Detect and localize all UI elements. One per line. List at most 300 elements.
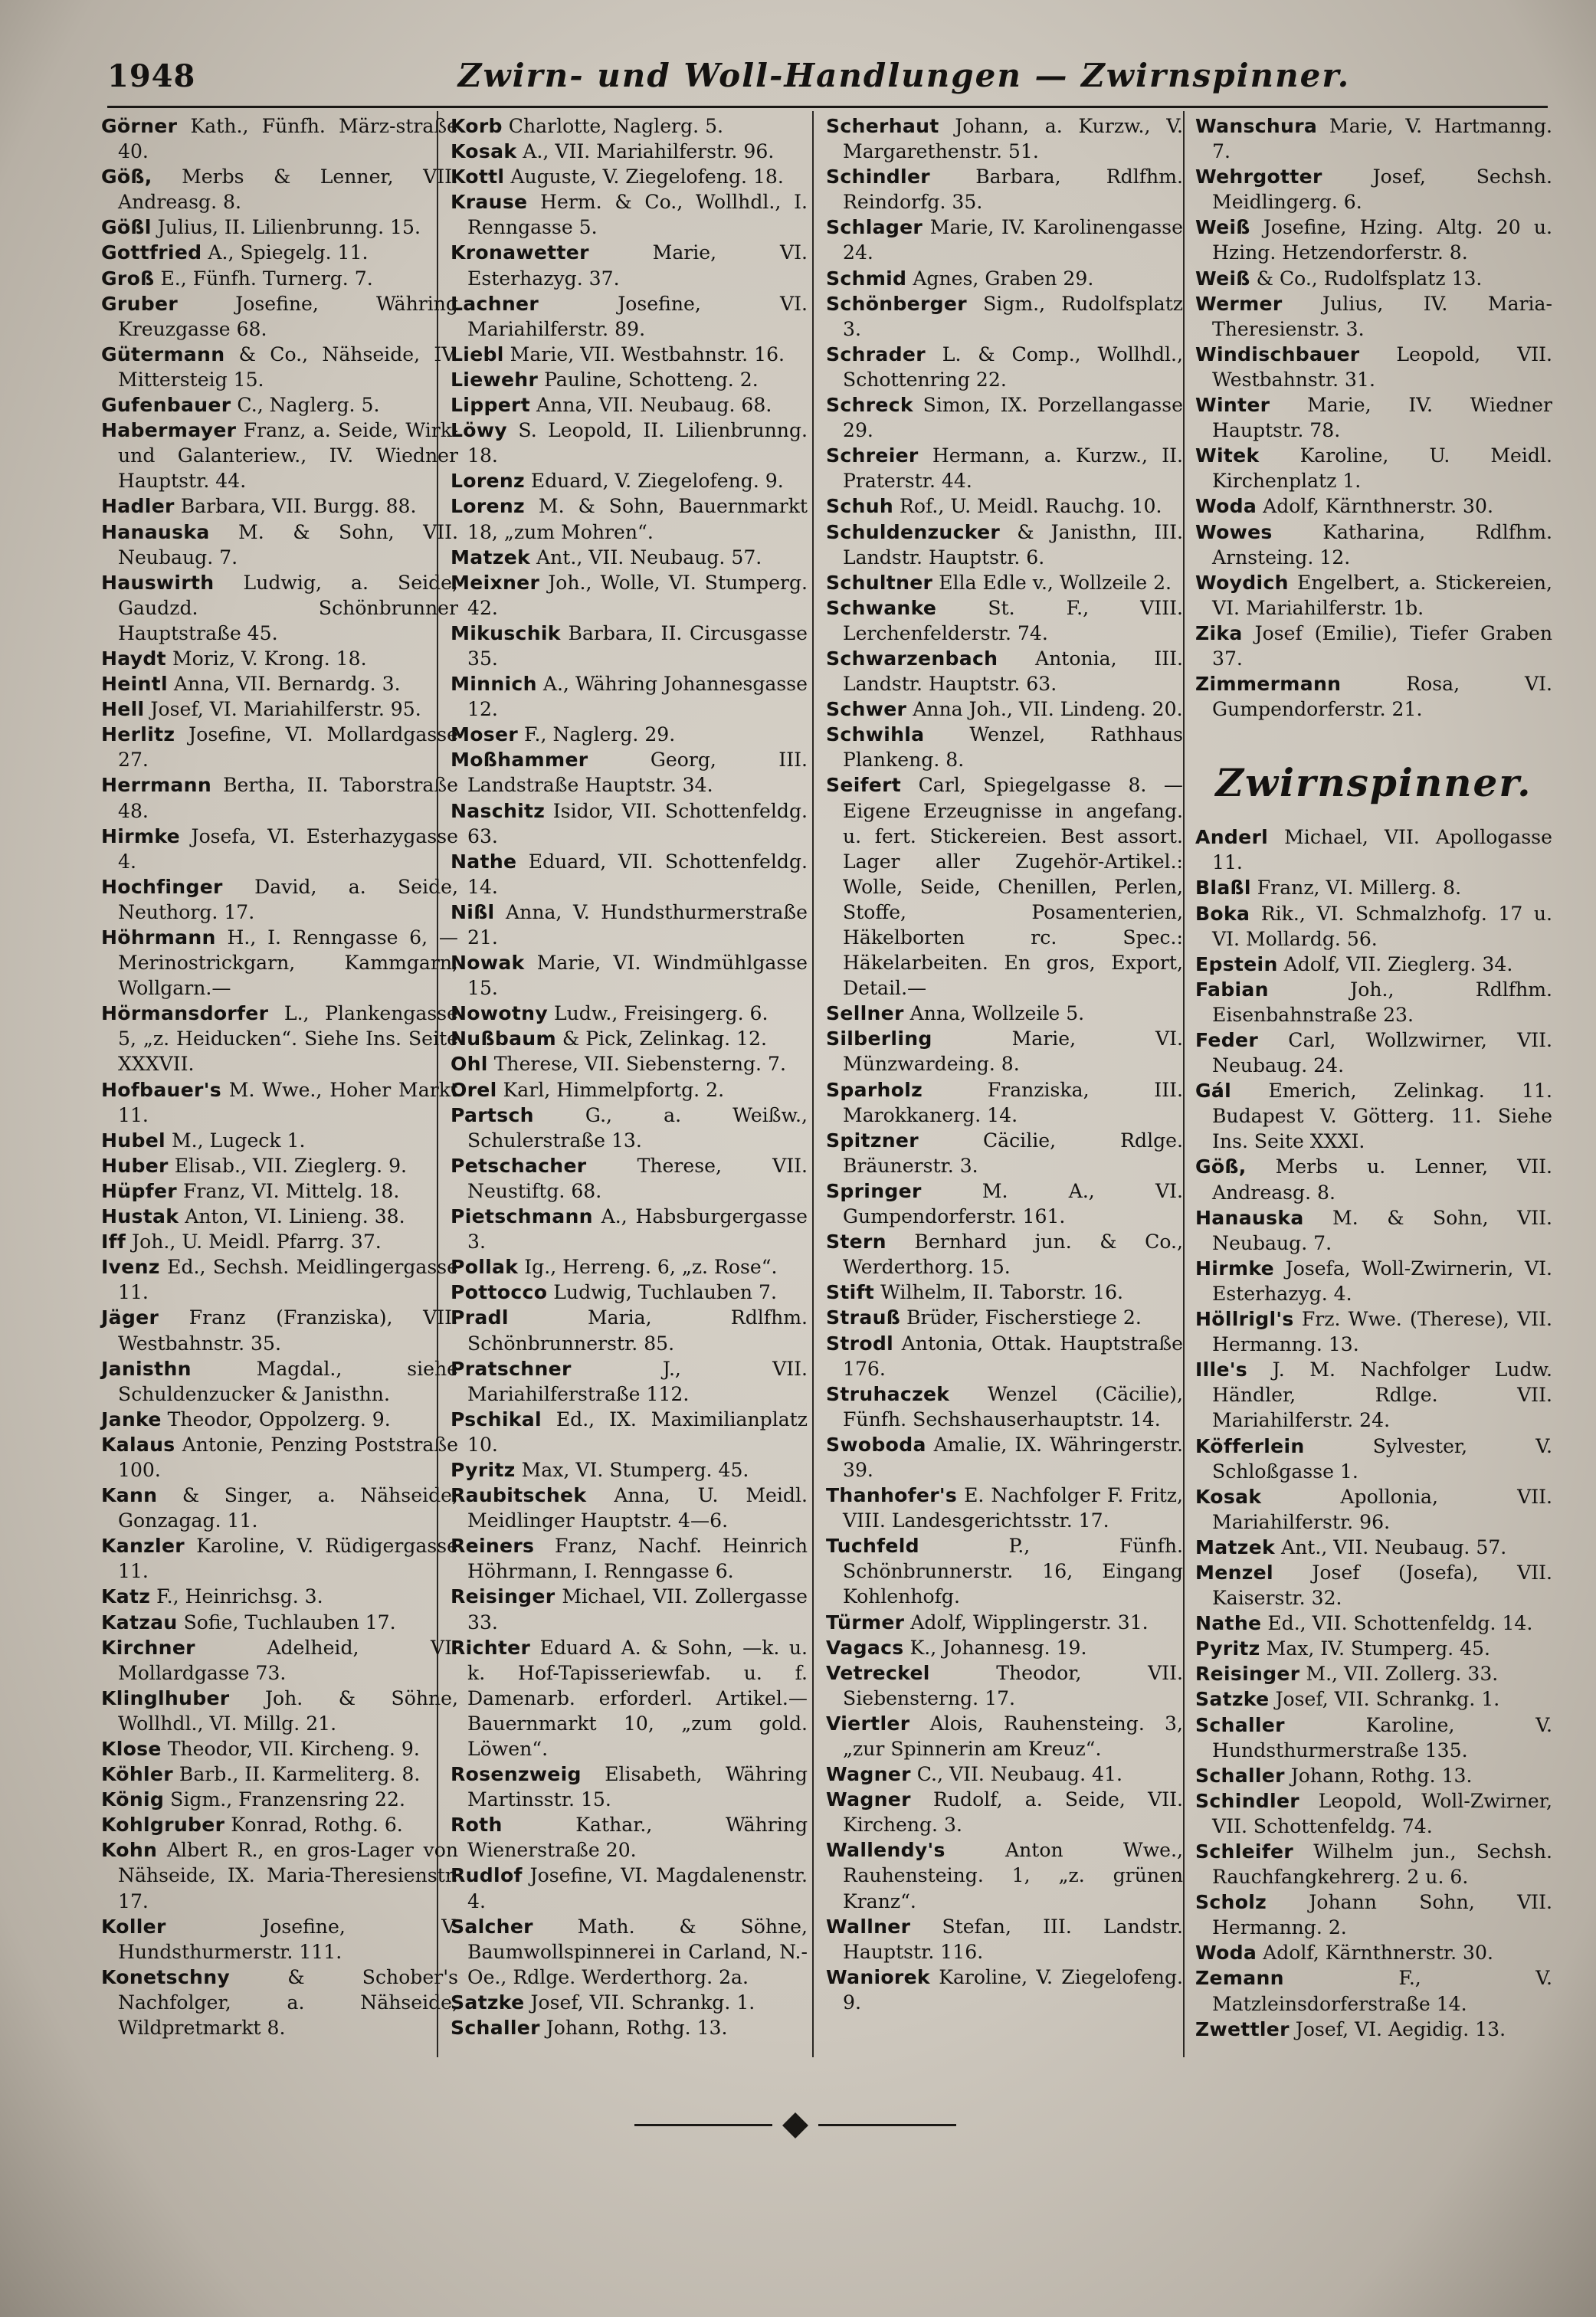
directory-entry bbox=[101, 1584, 458, 1609]
entry-name: Zika bbox=[1195, 621, 1243, 644]
entry-details: Merbs & Lenner, VII. Andreasg. 8. bbox=[118, 166, 458, 214]
entry-name: Matzek bbox=[1195, 1535, 1276, 1558]
entry-name: Schuldenzucker bbox=[826, 520, 1001, 543]
entry-name: Wermer bbox=[1195, 292, 1283, 315]
entry-details: & Co., Rudolfsplatz 13. bbox=[1256, 267, 1483, 290]
entry-name: Hochfinger bbox=[101, 875, 223, 898]
entry-name: Swoboda bbox=[826, 1433, 926, 1456]
entry-details: Josef, VII. Schrankg. 1. bbox=[530, 1991, 755, 2014]
entry-name: Ohl bbox=[451, 1053, 488, 1076]
directory-entry bbox=[1195, 1889, 1552, 1940]
directory-entry bbox=[1195, 671, 1552, 722]
entry-name: Hüpfer bbox=[101, 1179, 177, 1202]
entry-details: Charlotte, Naglerg. 5. bbox=[508, 115, 724, 137]
entry-details: C., Naglerg. 5. bbox=[237, 394, 380, 417]
entry-name: Schaller bbox=[451, 2017, 540, 2040]
entry-name: Katz bbox=[101, 1585, 151, 1608]
directory-entry bbox=[1195, 1611, 1552, 1636]
directory-entry bbox=[451, 1635, 808, 1762]
entry-name: Raubitschek bbox=[451, 1484, 587, 1507]
entry-name: Krause bbox=[451, 191, 528, 214]
entry-details: Joh., U. Meidl. Pfarrg. 37. bbox=[132, 1231, 382, 1254]
entry-name: Görner bbox=[101, 115, 178, 137]
entry-name: Sellner bbox=[826, 1002, 904, 1025]
directory-entry bbox=[826, 291, 1183, 342]
entry-name: Hustak bbox=[101, 1205, 179, 1228]
entry-details: Ludwig, a. Seide, Gaudzd. Schönbrunner Hauptstraße 45. bbox=[118, 571, 459, 644]
entry-name: Strauß bbox=[826, 1306, 901, 1329]
directory-entry bbox=[826, 1229, 1183, 1280]
entry-details: Karoline, U. Meidl. Kirchenplatz 1. bbox=[1212, 444, 1552, 493]
entry-details: Math. & Söhne, Baumwollspinnerei in Carland, N.-Oe., Rdlge. Werderthorg. 2a. bbox=[467, 1915, 808, 1988]
directory-entry bbox=[451, 849, 808, 900]
entry-details: L., Plankengasse 5, „z. Heiducken“. Siehe Ins. Seite XXXVII. bbox=[118, 1002, 458, 1076]
directory-entry bbox=[101, 493, 458, 519]
entry-name: Orel bbox=[451, 1078, 497, 1101]
entry-name: Anderl bbox=[1195, 826, 1269, 849]
entry-name: Schwihla bbox=[826, 723, 925, 746]
entry-details: Josefine, VI. Mollardgasse 27. bbox=[118, 723, 458, 772]
directory-entry bbox=[826, 1660, 1183, 1711]
entry-details: Merbs u. Lenner, VII. Andreasg. 8. bbox=[1212, 1155, 1552, 1204]
entry-name: Nathe bbox=[1195, 1612, 1262, 1635]
entry-name: Schreck bbox=[826, 394, 913, 417]
entry-name: Scherhaut bbox=[826, 115, 939, 137]
entry-name: Köfferlein bbox=[1195, 1434, 1305, 1457]
entry-details: Ant., VII. Neubaug. 57. bbox=[536, 546, 762, 569]
entry-details: Therese, VII. Neustiftg. 68. bbox=[467, 1154, 808, 1202]
directory-entry bbox=[101, 519, 458, 570]
column-3 bbox=[826, 113, 1183, 2015]
entry-details: Marie, VI. Münzwardeing. 8. bbox=[843, 1027, 1183, 1076]
entry-details: Julius, II. Lilienbrunng. 15. bbox=[157, 216, 421, 239]
entry-details: Sylvester, V. Schloßgasse 1. bbox=[1212, 1434, 1552, 1483]
directory-entry bbox=[1195, 1839, 1552, 1889]
entry-name: Pollak bbox=[451, 1256, 519, 1279]
directory-entry bbox=[101, 1837, 458, 1913]
directory-entry bbox=[451, 1356, 808, 1407]
entry-name: Rosenzweig bbox=[451, 1763, 582, 1786]
entry-name: Schönberger bbox=[826, 292, 967, 315]
entry-details: Elisab., VII. Zieglerg. 9. bbox=[174, 1154, 408, 1177]
running-title: Zwirn- und Woll-Handlungen — Zwirnspinner. bbox=[457, 57, 1351, 94]
entry-details: M., Lugeck 1. bbox=[171, 1129, 306, 1152]
entry-details: E., Fünfh. Turnerg. 7. bbox=[160, 267, 373, 290]
entry-name: Fabian bbox=[1195, 978, 1269, 1001]
directory-entry bbox=[826, 266, 1183, 291]
entry-name: Kanzler bbox=[101, 1535, 185, 1558]
directory-entry bbox=[451, 545, 808, 570]
entry-name: Pietschmann bbox=[451, 1205, 593, 1228]
entry-name: Vetreckel bbox=[826, 1661, 930, 1684]
entry-name: Groß bbox=[101, 267, 155, 290]
directory-entry bbox=[826, 1077, 1183, 1128]
entry-details: Therese, VII. Siebensterng. 7. bbox=[493, 1053, 786, 1076]
entry-name: Janisthn bbox=[101, 1357, 192, 1380]
entry-name: Satzke bbox=[451, 1991, 525, 2014]
directory-entry bbox=[101, 1635, 458, 1686]
entry-name: Lorenz bbox=[451, 495, 525, 518]
entry-name: Schindler bbox=[1195, 1789, 1299, 1812]
directory-entry bbox=[451, 1001, 808, 1026]
entry-name: Viertler bbox=[826, 1712, 910, 1735]
directory-entry bbox=[1195, 1940, 1552, 1965]
directory-entry bbox=[1195, 266, 1552, 291]
entry-details: Eduard, VII. Schottenfeldg. 14. bbox=[467, 850, 808, 898]
directory-entry bbox=[101, 1812, 458, 1837]
entry-name: Hadler bbox=[101, 495, 175, 518]
directory-entry bbox=[101, 696, 458, 722]
entry-details: Josefine, VI. Mariahilferstr. 89. bbox=[467, 292, 808, 340]
directory-entry bbox=[826, 519, 1183, 570]
directory-entry bbox=[826, 696, 1183, 722]
directory-entry bbox=[101, 392, 458, 418]
entry-details: Frz. Wwe. (Therese), VII. Hermanng. 13. bbox=[1212, 1308, 1553, 1356]
entry-details: Josef (Josefa), VII. Kaiserstr. 32. bbox=[1212, 1561, 1552, 1610]
entry-name: Kalaus bbox=[101, 1433, 175, 1456]
column-4 bbox=[1195, 113, 1552, 2042]
entry-details: Rof., U. Meidl. Rauchg. 10. bbox=[900, 495, 1162, 518]
entry-details: & Schober's Nachfolger, a. Nähseide, Wildpretmarkt 8. bbox=[118, 1965, 458, 2040]
entry-details: Konrad, Rothg. 6. bbox=[231, 1814, 403, 1837]
entry-name: Gál bbox=[1195, 1080, 1232, 1103]
entry-details: Max, VI. Stumperg. 45. bbox=[521, 1458, 749, 1481]
entry-name: Hörmansdorfer bbox=[101, 1002, 269, 1025]
entry-name: Nußbaum bbox=[451, 1027, 556, 1050]
entry-details: Ed., IX. Maximilianplatz 10. bbox=[467, 1408, 808, 1456]
entry-details: Simon, IX. Porzellangasse 29. bbox=[843, 394, 1184, 442]
entry-details: K., Johannesg. 19. bbox=[909, 1636, 1087, 1659]
directory-entry bbox=[826, 1837, 1183, 1913]
directory-entry bbox=[826, 164, 1183, 215]
directory-entry bbox=[101, 1001, 458, 1077]
entry-details: Stefan, III. Landstr. Hauptstr. 116. bbox=[843, 1915, 1183, 1963]
entry-name: Silberling bbox=[826, 1027, 932, 1050]
directory-entry bbox=[1195, 1763, 1552, 1788]
entry-details: David, a. Seide, Neuthorg. 17. bbox=[118, 875, 459, 923]
entry-name: Herlitz bbox=[101, 723, 175, 746]
entry-details: Elisabeth, Währing Martinsstr. 15. bbox=[467, 1763, 808, 1811]
directory-entry bbox=[101, 240, 458, 265]
entry-details: Josef, Sechsh. Meidlingerg. 6. bbox=[1212, 166, 1553, 214]
entry-name: Hanauska bbox=[101, 520, 210, 543]
entry-name: Zwettler bbox=[1195, 2017, 1290, 2040]
entry-name: Löwy bbox=[451, 419, 507, 442]
directory-entry bbox=[451, 342, 808, 367]
entry-name: Korb bbox=[451, 115, 503, 137]
directory-entry bbox=[826, 1128, 1183, 1178]
directory-entry bbox=[101, 874, 458, 925]
directory-entry bbox=[451, 747, 808, 798]
entry-details: Amalie, IX. Währingerstr. 39. bbox=[843, 1433, 1183, 1481]
directory-entry bbox=[101, 1356, 458, 1407]
entry-name: Minnich bbox=[451, 673, 537, 696]
directory-entry bbox=[1195, 493, 1552, 519]
entry-details: Sofie, Tuchlauben 17. bbox=[183, 1611, 396, 1634]
directory-entry bbox=[826, 1762, 1183, 1787]
entry-details: Katharina, Rdlfhm. Arnsteing. 12. bbox=[1212, 520, 1552, 569]
entry-details: S. Leopold, II. Lilienbrunng. 18. bbox=[467, 419, 808, 467]
entry-name: Salcher bbox=[451, 1915, 533, 1938]
entry-name: Herrmann bbox=[101, 774, 211, 797]
entry-details: Bernhard jun. & Co., Werderthorg. 15. bbox=[843, 1231, 1183, 1279]
directory-entry bbox=[101, 772, 458, 823]
entry-name: Nathe bbox=[451, 850, 517, 873]
entry-name: Nißl bbox=[451, 900, 495, 923]
entry-details: Franz, a. Seide, Wirk- und Galanteriew., IV. Wiedner Hauptstr. 44. bbox=[118, 419, 458, 493]
entry-name: Wallner bbox=[826, 1915, 911, 1938]
entry-name: Haydt bbox=[101, 647, 166, 670]
entry-name: Weiß bbox=[1195, 267, 1250, 290]
entry-name: Schrader bbox=[826, 342, 926, 365]
entry-name: Lippert bbox=[451, 394, 531, 417]
directory-entry bbox=[1195, 901, 1552, 952]
directory-entry bbox=[1195, 1154, 1552, 1204]
entry-details: Ed., Sechsh. Meidlingergasse 11. bbox=[118, 1256, 458, 1304]
directory-entry bbox=[101, 342, 458, 392]
entry-name: Schultner bbox=[826, 571, 933, 594]
entry-details: Johann, Rothg. 13. bbox=[1290, 1764, 1473, 1787]
entry-name: Stern bbox=[826, 1231, 886, 1254]
entry-name: Janke bbox=[101, 1408, 162, 1431]
entry-details: Albert R., en gros-Lager von Nähseide, IX. Maria-Theresienstr. 17. bbox=[118, 1839, 458, 1912]
entry-name: Gütermann bbox=[101, 342, 225, 365]
directory-entry bbox=[451, 1254, 808, 1280]
entry-details: Karoline, V. Ziegelofeng. 9. bbox=[843, 1965, 1183, 2014]
directory-entry bbox=[826, 1787, 1183, 1837]
entry-details: Antonie, Penzing Poststraße 100. bbox=[118, 1433, 458, 1481]
entry-name: Iff bbox=[101, 1231, 126, 1254]
directory-entry bbox=[451, 2015, 808, 2040]
entry-details: Adolf, Wipplingerstr. 31. bbox=[910, 1611, 1149, 1634]
directory-entry bbox=[101, 215, 458, 240]
entry-details: M. & Sohn, VII. Neubaug. 7. bbox=[118, 520, 458, 569]
directory-entry bbox=[1195, 1965, 1552, 2016]
entry-details: Carl, Wollzwirner, VII. Neubaug. 24. bbox=[1212, 1029, 1552, 1077]
directory-entry bbox=[451, 392, 808, 418]
directory-entry bbox=[451, 1914, 808, 1990]
entry-details: Julius, IV. Maria-Theresienstr. 3. bbox=[1212, 292, 1552, 340]
directory-entry bbox=[101, 1432, 458, 1483]
entry-details: & Singer, a. Nähseide, Gonzagag. 11. bbox=[118, 1484, 458, 1532]
entry-details: Karl, Himmelpfortg. 2. bbox=[503, 1078, 725, 1101]
directory-entry bbox=[826, 1432, 1183, 1483]
entry-name: Zimmermann bbox=[1195, 673, 1342, 696]
entry-details: Franz, Nachf. Heinrich Höhrmann, I. Renngasse 6. bbox=[467, 1535, 808, 1583]
entry-details: Anna, VII. Neubaug. 68. bbox=[536, 394, 772, 417]
entry-name: Liebl bbox=[451, 342, 504, 365]
entry-name: Ille's bbox=[1195, 1358, 1247, 1381]
directory-entry bbox=[451, 113, 808, 139]
entry-name: Kohn bbox=[101, 1839, 158, 1862]
closing-ornament bbox=[634, 2110, 956, 2141]
entry-details: M., VII. Zollerg. 33. bbox=[1306, 1663, 1499, 1686]
entry-name: Wagner bbox=[826, 1763, 911, 1786]
entry-details: Josefine, Hzing. Altg. 20 u. Hzing. Hetzendorferstr. 8. bbox=[1212, 216, 1552, 264]
entry-name: König bbox=[101, 1788, 165, 1811]
entry-name: Liewehr bbox=[451, 368, 539, 391]
directory-entry bbox=[101, 1153, 458, 1178]
directory-entry bbox=[101, 1204, 458, 1229]
directory-entry bbox=[101, 1077, 458, 1128]
directory-entry bbox=[101, 418, 458, 493]
directory-entry bbox=[101, 1305, 458, 1355]
entry-details: Josefine, Währing Kreuzgasse 68. bbox=[118, 292, 458, 340]
directory-entry bbox=[451, 1305, 808, 1355]
directory-entry bbox=[1195, 1357, 1552, 1433]
directory-entry bbox=[101, 1762, 458, 1787]
entry-name: Göß, bbox=[1195, 1155, 1247, 1178]
entry-name: Wallendy's bbox=[826, 1839, 945, 1862]
directory-entry bbox=[1195, 1535, 1552, 1560]
entry-name: Gottfried bbox=[101, 241, 202, 264]
entry-name: Hauswirth bbox=[101, 571, 215, 594]
directory-entry bbox=[451, 722, 808, 747]
directory-entry bbox=[101, 164, 458, 215]
entry-details: F., V. Matzleinsdorferstraße 14. bbox=[1212, 1967, 1552, 2015]
entry-name: Kosak bbox=[1195, 1485, 1262, 1508]
entry-name: Mikuschik bbox=[451, 621, 561, 644]
directory-entry bbox=[451, 291, 808, 342]
entry-details: F., Naglerg. 29. bbox=[524, 723, 676, 746]
directory-entry bbox=[826, 1331, 1183, 1381]
entry-details: Ella Edle v., Wollzeile 2. bbox=[939, 571, 1172, 594]
entry-details: Theodor, VII. Kircheng. 9. bbox=[167, 1738, 420, 1760]
directory-entry bbox=[826, 1026, 1183, 1077]
directory-entry bbox=[1195, 215, 1552, 265]
entry-details: G., a. Weißw., Schulerstraße 13. bbox=[467, 1103, 808, 1152]
directory-entry bbox=[826, 1914, 1183, 1965]
entry-details: Ig., Herreng. 6, „z. Rose“. bbox=[524, 1256, 778, 1279]
entry-details: Magdal., siehe Schuldenzucker & Janisthn. bbox=[118, 1357, 458, 1405]
entry-details: Marie, VI. Esterhazyg. 37. bbox=[467, 241, 808, 290]
entry-name: Schleifer bbox=[1195, 1840, 1294, 1863]
directory-entry bbox=[101, 925, 458, 1001]
entry-name: Lachner bbox=[451, 292, 539, 315]
entry-name: Moßhammer bbox=[451, 749, 588, 772]
directory-entry bbox=[101, 1254, 458, 1305]
directory-entry bbox=[826, 342, 1183, 392]
entry-details: Eduard A. & Sohn, —k. u. k. Hof-Tapisseriewfab. u. f. Damenarb. erforderl. Artikel.— Bauernmarkt 10, „zum gold. Löwen“. bbox=[467, 1636, 808, 1760]
entry-name: Thanhofer's bbox=[826, 1484, 958, 1507]
entry-name: Pottocco bbox=[451, 1281, 548, 1304]
directory-entry bbox=[826, 1533, 1183, 1609]
entry-details: Marie, VI. Windmühlgasse 15. bbox=[467, 952, 808, 1000]
entry-details: Antonia, Ottak. Hauptstraße 176. bbox=[843, 1332, 1183, 1380]
entry-details: Josefine, VI. Magdalenenstr. 4. bbox=[467, 1864, 808, 1912]
directory-entry bbox=[101, 824, 458, 874]
directory-entry bbox=[826, 595, 1183, 646]
entry-name: Nowak bbox=[451, 952, 525, 975]
directory-entry bbox=[101, 1610, 458, 1635]
directory-entry bbox=[101, 1686, 458, 1736]
entry-details: Maria, Rdlfhm. Schönbrunnerstr. 85. bbox=[467, 1306, 808, 1355]
entry-name: Schlager bbox=[826, 216, 923, 239]
directory-entry bbox=[1195, 875, 1552, 900]
entry-details: Johann Sohn, VII. Hermanng. 2. bbox=[1212, 1891, 1552, 1939]
entry-details: Anna, Wollzeile 5. bbox=[909, 1002, 1085, 1025]
entry-name: Waniorek bbox=[826, 1965, 930, 1988]
entry-name: Wehrgotter bbox=[1195, 166, 1322, 188]
directory-entry bbox=[826, 1610, 1183, 1635]
directory-entry bbox=[101, 1533, 458, 1584]
directory-entry bbox=[826, 493, 1183, 519]
directory-entry bbox=[451, 1457, 808, 1483]
directory-entry bbox=[1195, 1686, 1552, 1712]
entry-details: & Janisthn, III. Landstr. Hauptstr. 6. bbox=[843, 520, 1183, 569]
directory-entry bbox=[101, 266, 458, 291]
directory-entry bbox=[451, 367, 808, 392]
entry-details: Michael, VII. Apollogasse 11. bbox=[1212, 826, 1552, 874]
entry-details: Marie, IV. Wiedner Hauptstr. 78. bbox=[1212, 394, 1552, 442]
entry-details: Adolf, Kärnthnerstr. 30. bbox=[1263, 495, 1493, 518]
entry-name: Kohlgruber bbox=[101, 1814, 225, 1837]
directory-entry bbox=[451, 950, 808, 1001]
entry-details: Georg, III. Landstraße Hauptstr. 34. bbox=[467, 749, 808, 797]
entry-details: Adolf, Kärnthnerstr. 30. bbox=[1263, 1942, 1493, 1965]
entry-details: Leopold, Woll-Zwirner, VII. Schottenfeldg. 74. bbox=[1212, 1789, 1552, 1837]
entry-name: Höllrigl's bbox=[1195, 1308, 1294, 1331]
directory-entry bbox=[826, 1483, 1183, 1533]
entry-name: Kosak bbox=[451, 140, 517, 163]
entry-name: Woydich bbox=[1195, 571, 1289, 594]
entry-details: L. & Comp., Wollhdl., Schottenring 22. bbox=[843, 342, 1183, 391]
directory-entry bbox=[826, 722, 1183, 772]
directory-entry bbox=[101, 1914, 458, 1965]
entry-details: Wenzel (Cäcilie), Fünfh. Sechshauserhauptstr. 14. bbox=[843, 1382, 1183, 1431]
directory-entry bbox=[101, 1128, 458, 1153]
entry-details: A., VII. Mariahilferstr. 96. bbox=[523, 140, 775, 163]
entry-name: Wagner bbox=[826, 1788, 911, 1811]
entry-details: Ludwig, Tuchlauben 7. bbox=[553, 1281, 777, 1304]
entry-details: Wilhelm jun., Sechsh. Rauchfangkehrerg. 2 u. 6. bbox=[1212, 1840, 1552, 1889]
entry-details: Brüder, Fischerstiege 2. bbox=[906, 1306, 1142, 1329]
entry-name: Kirchner bbox=[101, 1636, 195, 1659]
directory-entry bbox=[451, 493, 808, 544]
entry-details: Josefa, VI. Esterhazygasse 4. bbox=[118, 824, 458, 873]
entry-name: Schaller bbox=[1195, 1713, 1285, 1736]
entry-name: Gößl bbox=[101, 216, 152, 239]
entry-name: Satzke bbox=[1195, 1688, 1270, 1711]
entry-details: Anton Wwe., Rauhensteing. 1, „z. grünen Kranz“. bbox=[843, 1839, 1183, 1912]
ornament-diamond bbox=[782, 2112, 808, 2138]
entry-details: J. M. Nachfolger Ludw. Händler, Rdlge. VII. Mariahilferstr. 24. bbox=[1212, 1358, 1552, 1432]
ornament-line-right bbox=[818, 2124, 956, 2126]
entry-name: Richter bbox=[451, 1636, 531, 1659]
entry-name: Pyritz bbox=[451, 1458, 516, 1481]
directory-entry bbox=[451, 1990, 808, 2015]
entry-details: C., VII. Neubaug. 41. bbox=[916, 1763, 1122, 1786]
entry-details: Carl, Spiegelgasse 8. —Eigene Erzeugnisse in angefang. u. fert. Stickereien. Best assort. Lager aller Zugehör-Artikel.: Wolle, Seide, Chenillen, Perlen, Stoffe, Posamenterien, Häkelborten rc. Spec.: Häkelarbeiten. En gros, Export, Detail.— bbox=[843, 774, 1183, 1000]
entry-name: Ivenz bbox=[101, 1256, 160, 1279]
entry-details: F., Heinrichsg. 3. bbox=[156, 1585, 323, 1608]
entry-name: Woda bbox=[1195, 495, 1257, 518]
entry-details: Anna, V. Hundsthurmerstraße 21. bbox=[467, 900, 808, 949]
entry-details: & Pick, Zelinkag. 12. bbox=[562, 1027, 767, 1050]
entry-name: Wanschura bbox=[1195, 115, 1318, 137]
entry-details: Ludw., Freisingerg. 6. bbox=[553, 1002, 769, 1025]
entry-name: Schwer bbox=[826, 698, 907, 721]
directory-entry bbox=[826, 215, 1183, 265]
section-heading: Zwirnspinner. bbox=[1215, 760, 1532, 806]
directory-entry bbox=[451, 570, 808, 621]
entry-details: A., Spiegelg. 11. bbox=[208, 241, 369, 264]
entry-details: Josef, VII. Schrankg. 1. bbox=[1275, 1688, 1500, 1711]
entry-name: Schmid bbox=[826, 267, 907, 290]
directory-entry bbox=[826, 1381, 1183, 1432]
entry-details: Josefa, Woll-Zwirnerin, VI. Esterhazyg. 4. bbox=[1212, 1257, 1552, 1305]
entry-details: Franz, VI. Mittelg. 18. bbox=[182, 1179, 400, 1202]
